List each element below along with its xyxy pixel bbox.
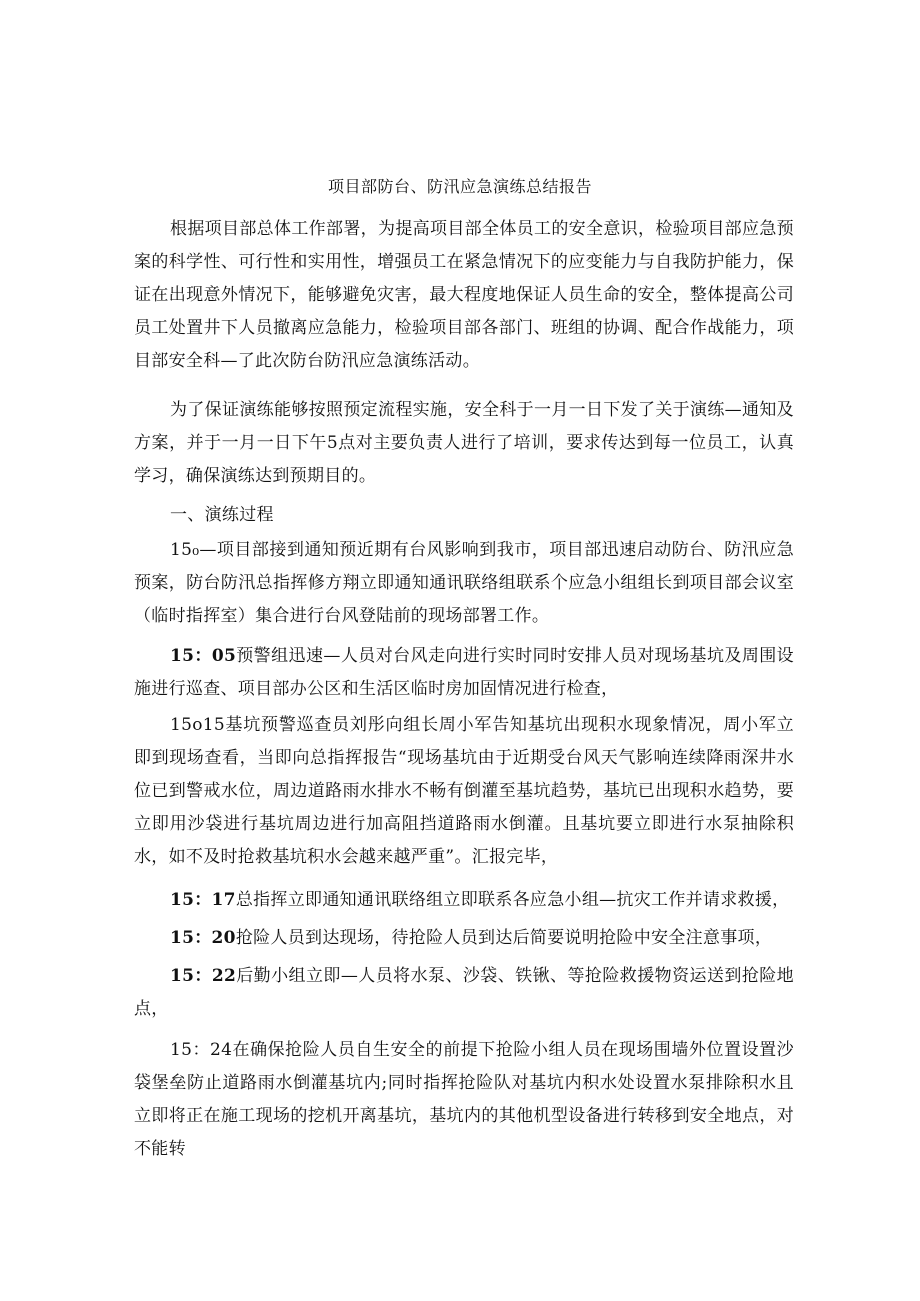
paragraph-text: 后勤小组立即—人员将水泵、沙袋、铁锹、等抢险救援物资运送到抢险地点，	[134, 966, 794, 1019]
paragraph-timeline-1520	[134, 922, 794, 955]
section-heading-text: 一、演练过程	[170, 505, 274, 525]
paragraph-text: 15₀—项目部接到通知预近期有台风影响到我市，项目部迅速启动防台、防汛应急预案，防台防汛总指挥修方翔立即通知通讯联络组联系个应急小组组长到项目部会议室（临时指挥室）集合进行台风登陆前的现场部署工作。	[134, 540, 794, 626]
paragraph-text: 抢险人员到达现场，待抢险人员到达后简要说明抢险中安全注意事项，	[235, 928, 773, 948]
paragraph-timeline-1524	[134, 1034, 794, 1166]
timestamp: 15：05	[170, 646, 237, 666]
paragraph-text: 总指挥立即通知通讯联络组立即联系各应急小组—抗灾工作并请求救援，	[235, 890, 790, 910]
section-heading-drill-process	[134, 499, 794, 532]
paragraph-preparation	[134, 394, 794, 493]
paragraph-text: 15：24在确保抢险人员自生安全的前提下抢险小组人员在现场围墙外位置设置沙袋堡垒防止道路雨水倒灌基坑内;同时指挥抢险队对基坑内积水处设置水泵排除积水且立即将正在施工现场的挖机开离基坑，基坑内的其他机型设备进行转移到安全地点，对不能转	[134, 1040, 794, 1159]
paragraph-timeline-1522	[134, 960, 794, 1026]
paragraph-timeline-1515	[134, 709, 794, 874]
timestamp: 15：20	[170, 928, 236, 948]
paragraph-text: 15o15基坑预警巡查员刘彤向组长周小军告知基坑出现积水现象情况，周小军立即到现场查看，当即向总指挥报告“现场基坑由于近期受台风天气影响连续降雨深井水位已到警戒水位，周边道路雨水排水不畅有倒灌至基坑趋势，基坑已出现积水趋势，要立即用沙袋进行基坑周边进行加高阻挡道路雨水倒灌。且基坑要立即进行水泵抽除积水，如不及时抢救基坑积水会越来越严重”。汇报完毕，	[134, 715, 794, 867]
paragraph-text: 根据项目部总体工作部署，为提高项目部全体员工的安全意识，检验项目部应急预案的科学性、可行性和实用性，增强员工在紧急情况下的应变能力与自我防护能力，保证在出现意外情况下，能够避免灾害，最大程度地保证人员生命的安全，整体提高公司员工处置井下人员撤离应急能力，检验项目部各部门、班组的协调、配合作战能力，项目部安全科—了此次防台防汛应急演练活动。	[134, 219, 794, 371]
timestamp: 15：22	[170, 966, 237, 986]
document-title: 项目部防台、防汛应急演练总结报告	[327, 177, 592, 196]
timestamp: 15：17	[170, 890, 236, 910]
paragraph-intro	[134, 213, 794, 378]
paragraph-timeline-1517	[134, 884, 794, 917]
paragraph-timeline-1505	[134, 640, 794, 706]
paragraph-text: 预警组迅速—人员对台风走向进行实时同时安排人员对现场基坑及周围设施进行巡查、项目部办公区和生活区临时房加固情况进行检查，	[134, 646, 794, 699]
paragraph-text: 为了保证演练能够按照预定流程实施，安全科于一月一日下发了关于演练—通知及方案，并于一月一日下午5点对主要负责人进行了培训，要求传达到每一位员工，认真学习，确保演练达到预期目的。	[134, 400, 794, 486]
paragraph-timeline-1500	[134, 534, 794, 633]
